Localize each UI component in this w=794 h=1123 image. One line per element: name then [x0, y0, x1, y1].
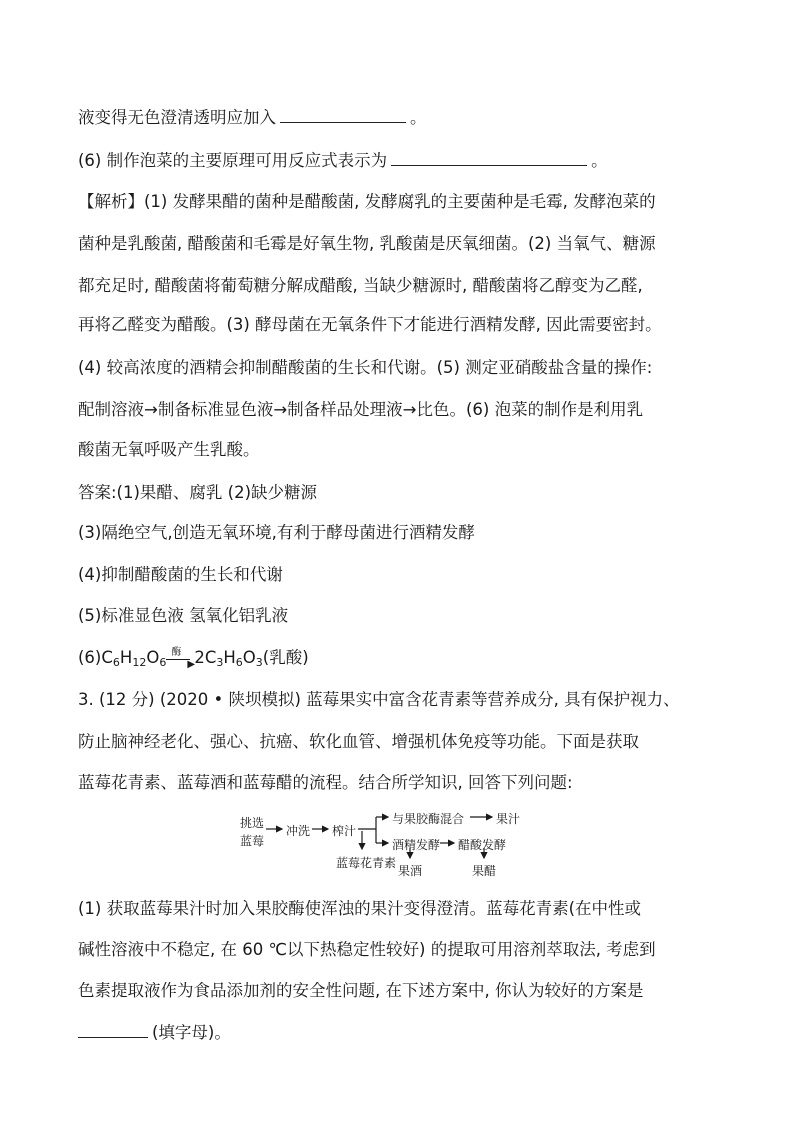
- question-line: (1) 获取蓝莓果汁时加入果胶酶使浑浊的果汁变得澄清。蓝莓花青素(在中性或: [78, 899, 642, 918]
- question-line: 色素提取液作为食品添加剂的安全性问题, 在下述方案中, 你认为较好的方案是: [78, 981, 644, 1000]
- flow-node-wine: 果酒: [398, 864, 423, 878]
- answer-line: (5)标准显色液 氢氧化铝乳液: [78, 606, 289, 625]
- text: (填字母)。: [152, 1023, 231, 1042]
- analysis-line: 酸菌无氧呼吸产生乳酸。: [78, 440, 260, 459]
- eq-part: H: [223, 648, 236, 667]
- question-line: [78, 149, 608, 172]
- enzyme-arrow-icon: 酶 ▶: [166, 651, 194, 667]
- question-line: 防止脑神经老化、强心、抗癌、软化血管、增强机体免疫等功能。下面是获取: [78, 732, 639, 751]
- flow-node-juice: 果汁: [496, 812, 521, 826]
- eq-part: (乳酸): [262, 648, 309, 667]
- reaction-equation: [78, 647, 309, 669]
- text: (6) 制作泡菜的主要原理可用反应式表示为: [78, 151, 388, 170]
- flow-node-blueberry: 蓝莓: [240, 834, 265, 848]
- text: 。: [591, 151, 608, 170]
- flow-node-pectinase: 与果胶酶混合: [392, 812, 465, 826]
- eq-sub: 6: [235, 656, 243, 669]
- answer-blank: [78, 1021, 148, 1038]
- question-line: [78, 1021, 231, 1044]
- flow-node-squeeze: 榨汁: [332, 824, 357, 838]
- flow-node-anthocyanin: 蓝莓花青素: [336, 856, 397, 870]
- text: 液变得无色澄清透明应加入: [78, 108, 276, 127]
- eq-sub: 3: [216, 656, 224, 669]
- answer-blank: [280, 106, 406, 123]
- answer-line: 答案:(1)果醋、腐乳 (2)缺少糖源: [78, 483, 318, 502]
- text-line: [78, 106, 427, 129]
- analysis-line: (4) 较高浓度的酒精会抑制醋酸菌的生长和代谢。(5) 测定亚硝酸盐含量的操作:: [78, 358, 653, 377]
- question-line: 蓝莓花青素、蓝莓酒和蓝莓醋的流程。结合所学知识, 回答下列问题:: [78, 773, 573, 792]
- question-line: 碱性溶液中不稳定, 在 60 ℃以下热稳定性较好) 的提取可用溶剂萃取法, 考虑到: [78, 940, 656, 959]
- flow-node-vinegar: 果醋: [472, 864, 497, 878]
- eq-sub: 6: [159, 656, 167, 669]
- analysis-line: 都充足时, 醋酸菌将葡萄糖分解成醋酸, 当缺少糖源时, 醋酸菌将乙醇变为乙醛,: [78, 276, 643, 295]
- enzyme-label: 酶: [171, 646, 182, 658]
- analysis-line: 【解析】(1) 发酵果醋的菌种是醋酸菌, 发酵腐乳的主要菌种是毛霉, 发酵泡菜的: [78, 192, 656, 211]
- flow-node-select: 挑选: [240, 816, 265, 830]
- answer-line: (4)抑制醋酸菌的生长和代谢: [78, 565, 283, 584]
- flow-node-acetic-fermentation: 醋酸发酵: [458, 838, 507, 852]
- eq-part: H: [119, 648, 133, 667]
- flow-node-alcohol-fermentation: 酒精发酵: [392, 838, 441, 852]
- eq-part: 2C: [194, 648, 217, 667]
- eq-part: O: [146, 648, 160, 667]
- eq-part: (6)C: [78, 648, 113, 667]
- flow-node-wash: 冲洗: [286, 824, 311, 838]
- eq-sub: 3: [255, 656, 263, 669]
- question-line: 3. (12 分) (2020 • 陕坝模拟) 蓝莓果实中富含花青素等营养成分, 具有保护视力、: [78, 690, 680, 709]
- analysis-line: 配制溶液→制备标准显色液→制备样品处理液→比色。(6) 泡菜的制作是利用乳: [78, 400, 644, 419]
- eq-part: O: [242, 648, 256, 667]
- analysis-line: 菌种是乳酸菌, 醋酸菌和毛霉是好氧生物, 乳酸菌是厌氧细菌。(2) 当氧气、糖源: [78, 234, 656, 253]
- eq-sub: 12: [132, 656, 147, 669]
- analysis-line: 再将乙醛变为醋酸。(3) 酵母菌在无氧条件下才能进行酒精发酵, 因此需要密封。: [78, 315, 662, 334]
- text: 。: [410, 108, 427, 127]
- answer-blank: [391, 149, 587, 166]
- answer-line: (3)隔绝空气,创造无氧环境,有利于酵母菌进行酒精发酵: [78, 523, 475, 542]
- eq-sub: 6: [112, 656, 120, 669]
- process-flow-diagram: [240, 806, 570, 878]
